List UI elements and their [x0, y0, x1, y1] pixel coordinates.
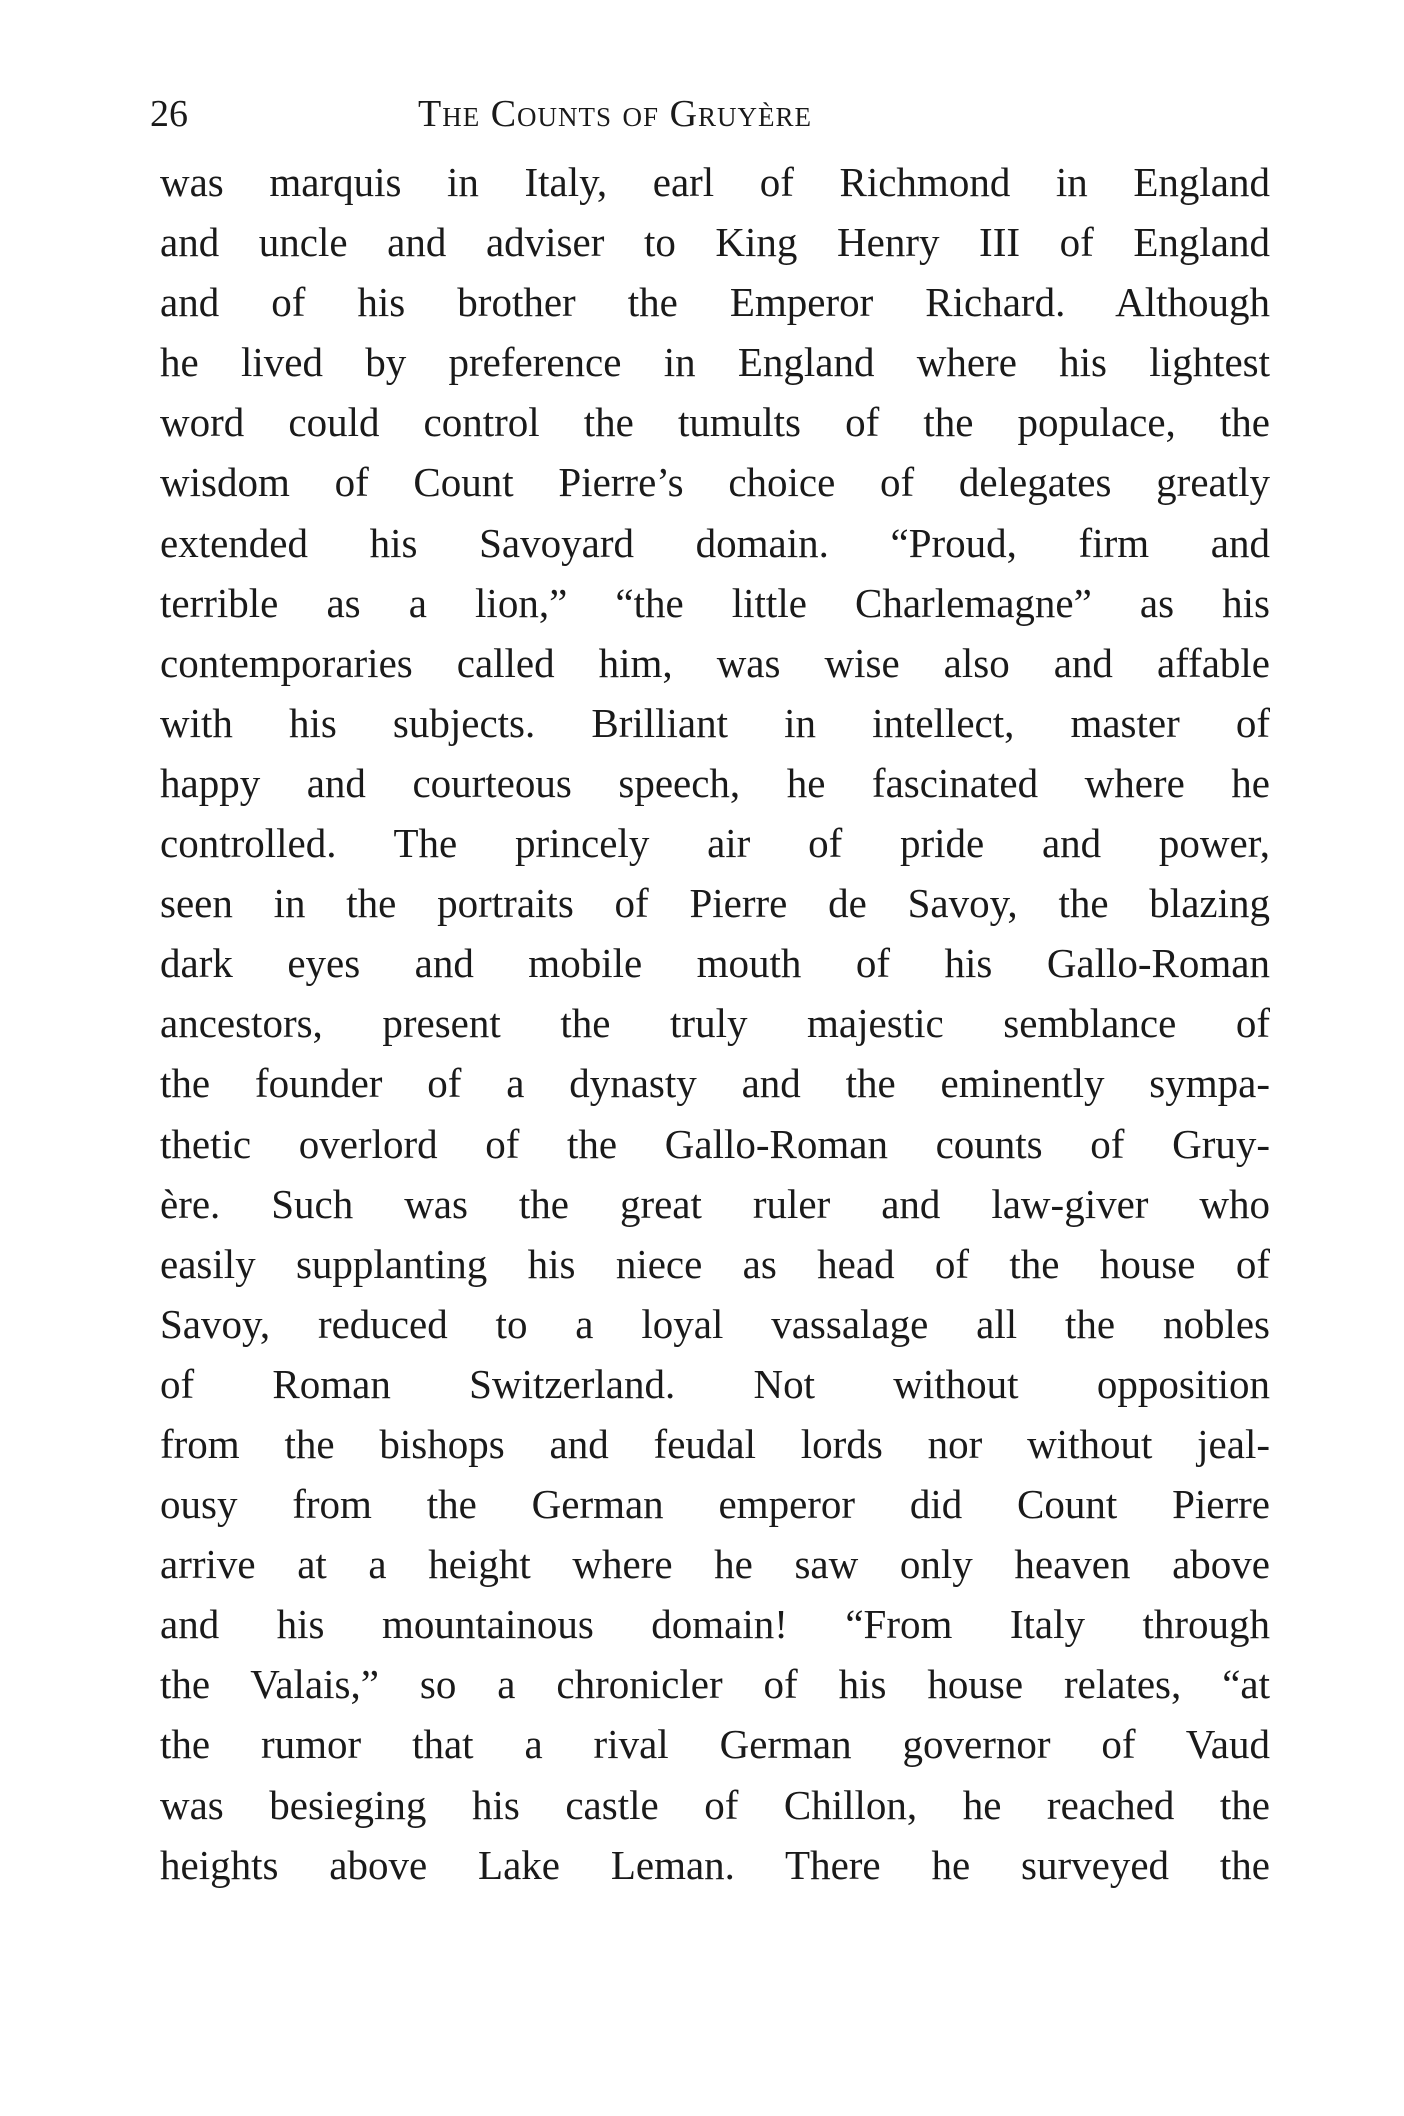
text-line: and of his brother the Emperor Richard. Although [160, 279, 1270, 326]
body-text [160, 152, 1270, 1895]
text-line: contemporaries called him, was wise also and affable [160, 639, 1270, 686]
text-line: and his mountainous domain! “From Italy through [160, 1601, 1270, 1648]
text-line: easily supplanting his niece as head of the house of [160, 1240, 1270, 1287]
text-line: arrive at a height where he saw only heaven above [160, 1541, 1270, 1588]
text-line: wisdom of Count Pierre’s choice of delegates greatly [160, 459, 1270, 506]
text-line: with his subjects. Brilliant in intellect, master of [160, 699, 1270, 746]
text-line: heights above Lake Leman. There he surveyed the [160, 1841, 1270, 1888]
text-line: the Valais,” so a chronicler of his house relates, “at [160, 1661, 1270, 1708]
text-line: controlled. The princely air of pride and power, [160, 820, 1270, 867]
text-line: seen in the portraits of Pierre de Savoy, the blazing [160, 880, 1270, 927]
text-line: happy and courteous speech, he fascinated where he [160, 759, 1270, 806]
text-line: was besieging his castle of Chillon, he reached the [160, 1781, 1270, 1828]
text-line: Savoy, reduced to a loyal vassalage all the nobles [160, 1300, 1270, 1347]
page-header [150, 84, 1250, 144]
text-line: was marquis in Italy, earl of Richmond in England [160, 159, 1270, 205]
text-line: from the bishops and feudal lords nor without jeal- [160, 1420, 1270, 1467]
text-line: of Roman Switzerland. Not without opposition [160, 1360, 1270, 1407]
text-line: ancestors, present the truly majestic semblance of [160, 1000, 1270, 1047]
text-line: he lived by preference in England where his lightest [160, 339, 1270, 386]
page-number: 26 [150, 93, 188, 135]
text-line: extended his Savoyard domain. “Proud, firm and [160, 519, 1270, 566]
text-line: ousy from the German emperor did Count Pierre [160, 1481, 1270, 1528]
text-line: the founder of a dynasty and the eminently sympa- [160, 1060, 1270, 1107]
text-line: and uncle and adviser to King Henry III of England [160, 219, 1270, 266]
text-line: ère. Such was the great ruler and law-giver who [160, 1180, 1270, 1227]
running-title: The Counts of Gruyère [418, 93, 813, 135]
text-line: dark eyes and mobile mouth of his Gallo-Roman [160, 940, 1270, 987]
text-line: thetic overlord of the Gallo-Roman counts of Gruy- [160, 1120, 1270, 1167]
text-line: word could control the tumults of the populace, the [160, 399, 1270, 446]
text-line: the rumor that a rival German governor of Vaud [160, 1721, 1270, 1768]
text-line: terrible as a lion,” “the little Charlemagne” as his [160, 579, 1270, 626]
